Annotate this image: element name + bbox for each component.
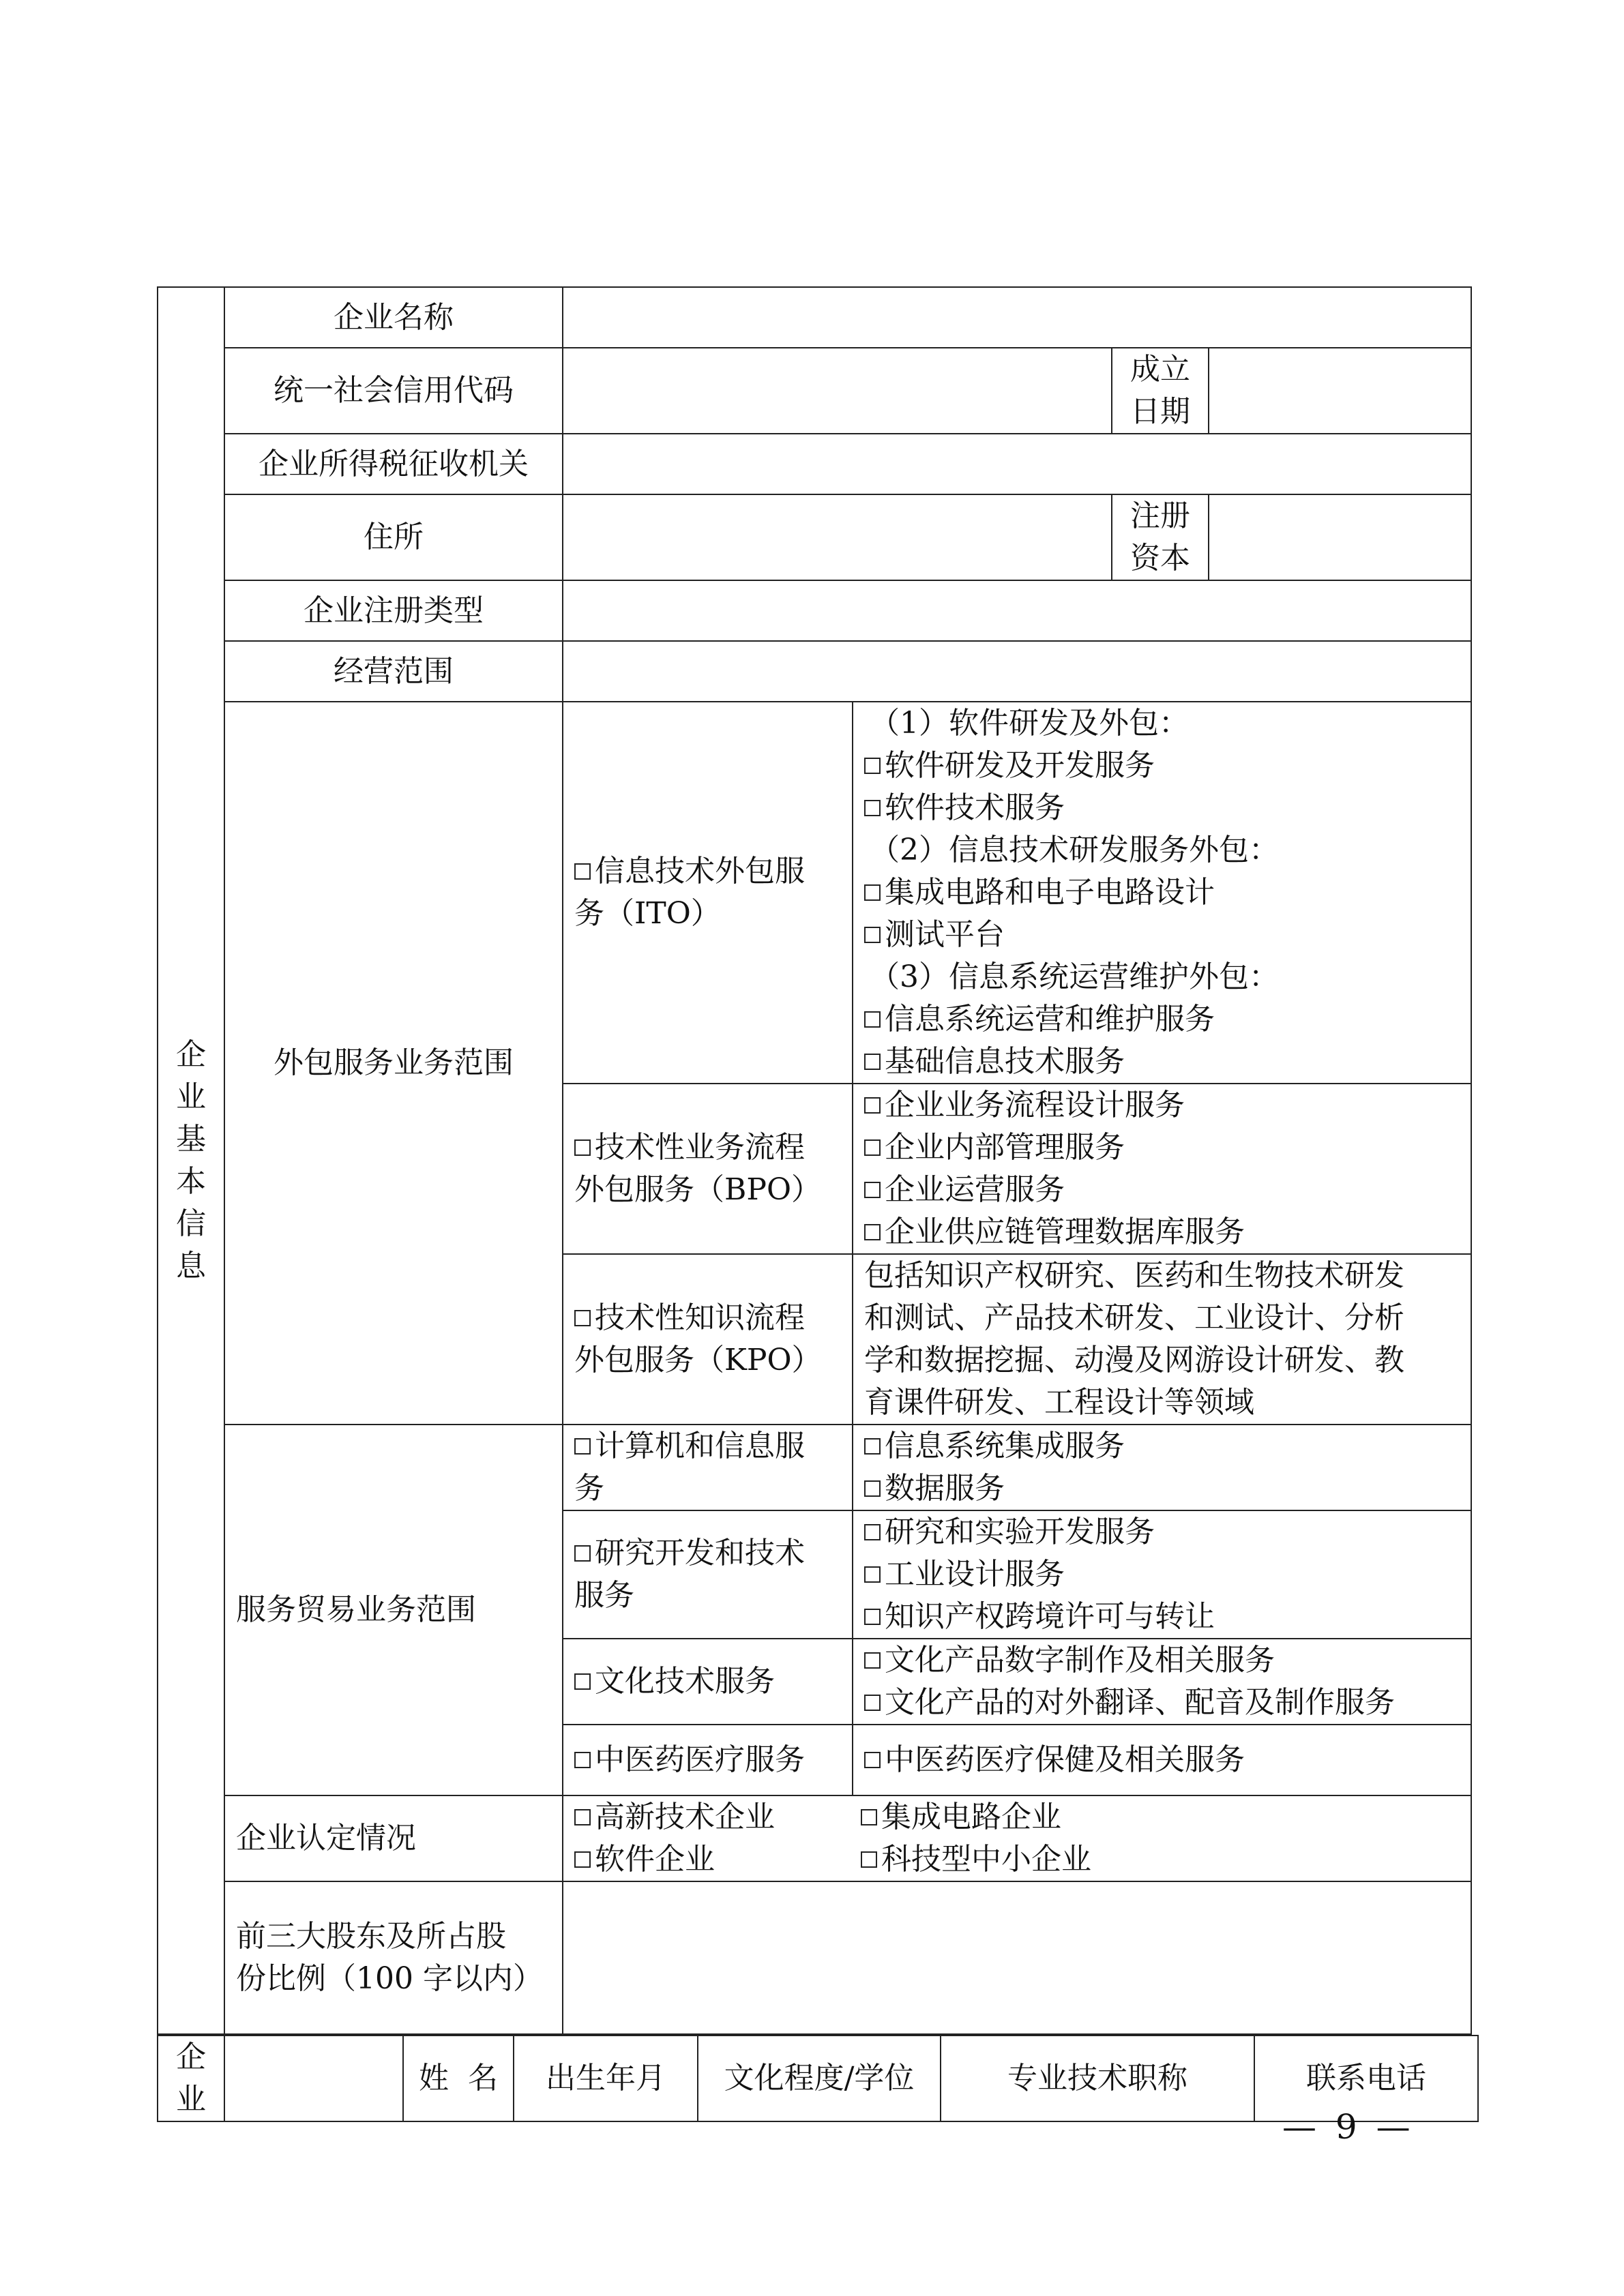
bpo-category[interactable]: 技术性业务流程 外包服务（BPO） (563, 1084, 853, 1254)
checkbox[interactable] (861, 1851, 877, 1868)
page-number: — 9 — (1282, 2107, 1415, 2147)
shareholders-label: 前三大股东及所占股 份比例（100 字以内） (224, 1881, 563, 2034)
ito-heading-ops: （3）信息系统运营维护外包： (870, 959, 1279, 994)
bpo-option-3[interactable]: 企业运营服务 (864, 1169, 1460, 1211)
registered-capital-field[interactable] (1209, 494, 1471, 580)
checkbox[interactable] (864, 1524, 881, 1540)
checkbox[interactable] (864, 1224, 881, 1240)
registration-type-label: 企业注册类型 (224, 580, 563, 641)
checkbox[interactable] (864, 1752, 881, 1768)
checkbox[interactable] (864, 1097, 881, 1114)
section-label-personnel: 企 业 (158, 2036, 224, 2121)
bpo-checkbox[interactable] (574, 1139, 591, 1156)
shareholders-field[interactable] (563, 1881, 1471, 2034)
certification-options (563, 1795, 1471, 1881)
computer-category[interactable]: 计算机和信息服 务 (563, 1425, 853, 1510)
checkbox[interactable] (864, 1011, 881, 1028)
ito-option-5[interactable]: 信息系统运营和维护服务 (864, 998, 1460, 1041)
ito-heading-software: （1）软件研发及外包： (870, 706, 1189, 741)
registered-capital-label: 注册资本 (1112, 494, 1209, 580)
ito-option-1[interactable]: 软件研发及开发服务 (864, 745, 1460, 787)
ito-option-6[interactable]: 基础信息技术服务 (864, 1041, 1460, 1083)
checkbox[interactable] (864, 800, 881, 816)
culture-option-2[interactable]: 文化产品的对外翻译、配音及制作服务 (864, 1682, 1460, 1724)
checkbox[interactable] (864, 1695, 881, 1711)
col-header-phone: 联系电话 (1254, 2036, 1478, 2121)
col-header-title: 专业技术职称 (941, 2036, 1254, 2121)
rnd-checkbox[interactable] (574, 1545, 591, 1562)
cert-option-sme[interactable]: 科技型中小企业 (861, 1838, 1091, 1881)
company-name-label: 企业名称 (224, 287, 563, 348)
tcm-option-1[interactable]: 中医药医疗保健及相关服务 (864, 1739, 1460, 1781)
computer-option-2[interactable]: 数据服务 (864, 1467, 1460, 1510)
checkbox[interactable] (864, 1566, 881, 1583)
section-label-basic-info: 企 业 基 本 信 息 (158, 287, 224, 2034)
enterprise-info-form (157, 286, 1471, 2122)
computer-options (853, 1425, 1471, 1510)
bpo-option-1[interactable]: 企业业务流程设计服务 (864, 1084, 1460, 1127)
checkbox[interactable] (864, 1139, 881, 1156)
rnd-option-2[interactable]: 工业设计服务 (864, 1553, 1460, 1596)
kpo-checkbox[interactable] (574, 1310, 591, 1326)
checkbox[interactable] (864, 884, 881, 901)
address-label: 住所 (224, 494, 563, 580)
kpo-category[interactable]: 技术性知识流程 外包服务（KPO） (563, 1254, 853, 1425)
checkbox[interactable] (864, 927, 881, 943)
checkbox[interactable] (864, 1438, 881, 1455)
ito-option-4[interactable]: 测试平台 (864, 914, 1460, 956)
business-scope-label: 经营范围 (224, 641, 563, 702)
checkbox[interactable] (574, 1809, 591, 1825)
ito-heading-rnd: （2）信息技术研发服务外包： (870, 833, 1279, 867)
certification-label: 企业认定情况 (224, 1795, 563, 1881)
checkbox[interactable] (864, 1054, 881, 1070)
checkbox[interactable] (864, 1480, 881, 1497)
personnel-role-cell (224, 2036, 403, 2121)
computer-option-1[interactable]: 信息系统集成服务 (864, 1425, 1460, 1467)
tcm-category[interactable]: 中医药医疗服务 (563, 1725, 853, 1795)
bpo-option-2[interactable]: 企业内部管理服务 (864, 1127, 1460, 1169)
address-field[interactable] (563, 494, 1112, 580)
ito-option-2[interactable]: 软件技术服务 (864, 787, 1460, 829)
checkbox[interactable] (864, 1652, 881, 1669)
cert-option-software[interactable]: 软件企业 (574, 1838, 861, 1881)
col-header-birth: 出生年月 (514, 2036, 698, 2121)
bpo-option-4[interactable]: 企业供应链管理数据库服务 (864, 1211, 1460, 1253)
credit-code-field[interactable] (563, 348, 1112, 434)
checkbox[interactable] (861, 1809, 877, 1825)
cert-option-hightech[interactable]: 高新技术企业 (574, 1796, 861, 1838)
credit-code-label: 统一社会信用代码 (224, 348, 563, 434)
ito-category[interactable]: 信息技术外包服 务（ITO） (563, 702, 853, 1084)
kpo-description: 包括知识产权研究、医药和生物技术研发 和测试、产品技术研发、工业设计、分析 学和数据挖掘、动漫及网游设计研发、教 育课件研发、工程设计等领域 (853, 1254, 1471, 1425)
col-header-education: 文化程度/学位 (698, 2036, 941, 2121)
outsourcing-scope-label: 外包服务业务范围 (224, 702, 563, 1425)
culture-checkbox[interactable] (574, 1673, 591, 1690)
computer-checkbox[interactable] (574, 1438, 591, 1455)
personnel-table (157, 2035, 1479, 2122)
business-scope-field[interactable] (563, 641, 1471, 702)
checkbox[interactable] (864, 1609, 881, 1625)
rnd-option-3[interactable]: 知识产权跨境许可与转让 (864, 1596, 1460, 1638)
tcm-options (853, 1725, 1471, 1795)
tcm-checkbox[interactable] (574, 1752, 591, 1768)
culture-option-1[interactable]: 文化产品数字制作及相关服务 (864, 1639, 1460, 1682)
checkbox[interactable] (574, 1851, 591, 1868)
checkbox[interactable] (864, 1182, 881, 1198)
ito-checkbox[interactable] (574, 863, 591, 880)
cert-option-ic[interactable]: 集成电路企业 (861, 1796, 1091, 1838)
ito-options (853, 702, 1471, 1084)
ito-option-3[interactable]: 集成电路和电子电路设计 (864, 871, 1460, 914)
rnd-category[interactable]: 研究开发和技术 服务 (563, 1510, 853, 1639)
col-header-name: 姓 名 (403, 2036, 514, 2121)
company-name-field[interactable] (563, 287, 1471, 348)
bpo-options (853, 1084, 1471, 1254)
established-date-field[interactable] (1209, 348, 1471, 434)
tax-authority-label: 企业所得税征收机关 (224, 434, 563, 494)
culture-category[interactable]: 文化技术服务 (563, 1639, 853, 1725)
registration-type-field[interactable] (563, 580, 1471, 641)
tax-authority-field[interactable] (563, 434, 1471, 494)
rnd-options (853, 1510, 1471, 1639)
basic-info-table (157, 286, 1472, 2035)
trade-scope-label: 服务贸易业务范围 (224, 1425, 563, 1795)
culture-options (853, 1639, 1471, 1725)
rnd-option-1[interactable]: 研究和实验开发服务 (864, 1511, 1460, 1553)
checkbox[interactable] (864, 758, 881, 774)
established-date-label: 成立日期 (1112, 348, 1209, 434)
